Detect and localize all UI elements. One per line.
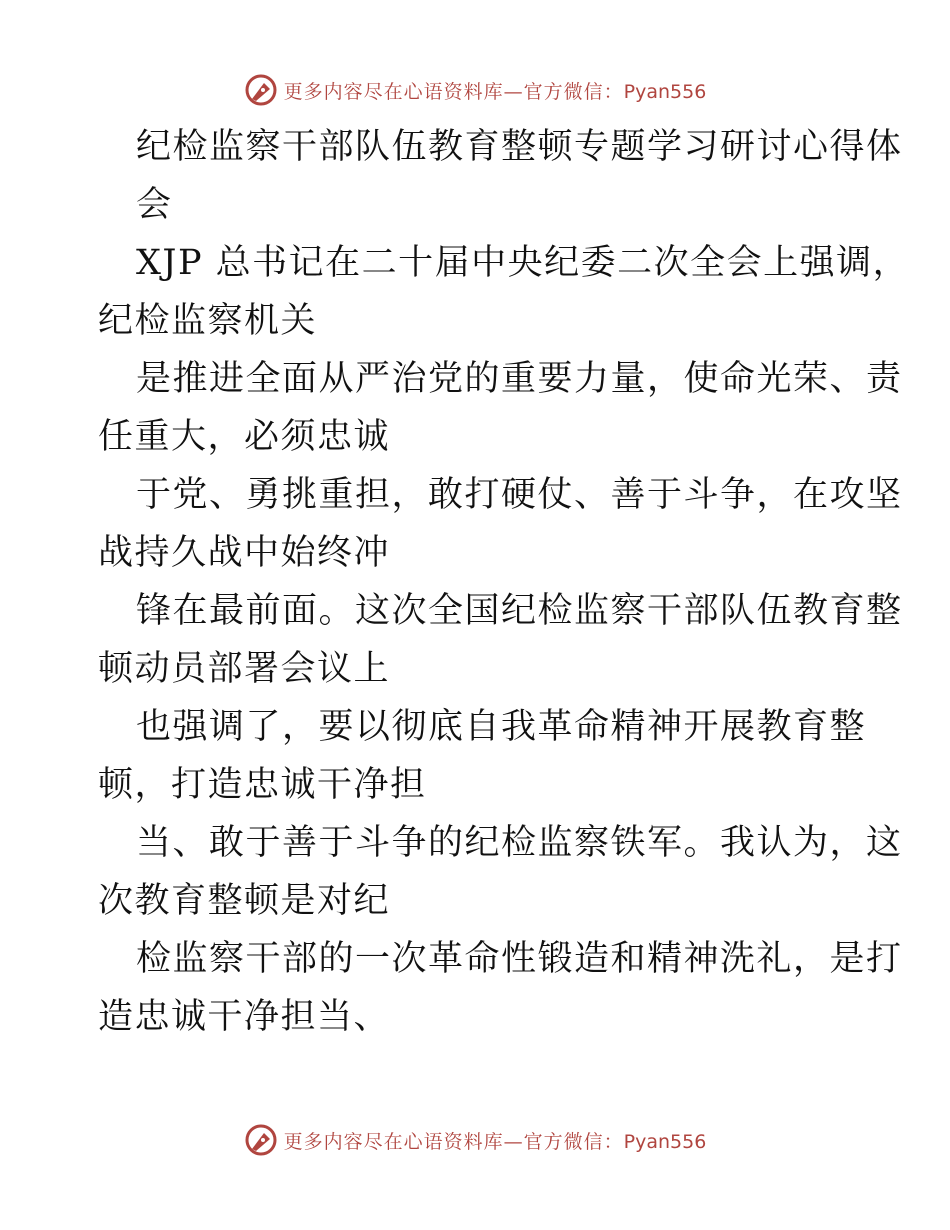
paragraph-line: 战持久战中始终冲 — [98, 533, 391, 573]
paragraph-line: XJP 总书记在二十届中央纪委二次全会上强调， — [136, 243, 910, 283]
paragraph-line: 纪检监察机关 — [98, 301, 318, 341]
pen-nib-logo-icon — [244, 73, 278, 107]
paragraph-line: 造忠诚干净担当、 — [98, 997, 391, 1037]
paragraph-line: 检监察干部的一次革命性锻造和精神洗礼，是打 — [136, 939, 903, 979]
paragraph-line: 是推进全面从严治党的重要力量，使命光荣、责 — [136, 359, 903, 399]
header-banner — [0, 70, 950, 110]
footer-wechat-id: Pyan556 — [623, 1130, 707, 1153]
paragraph-line: 次教育整顿是对纪 — [98, 881, 391, 921]
paragraph-line: 任重大，必须忠诚 — [98, 417, 391, 457]
paragraph-line: 顿动员部署会议上 — [98, 649, 391, 689]
title-line-2: 会 — [136, 185, 173, 225]
paragraph-line: 当、敢于善于斗争的纪检监察铁军。我认为，这 — [136, 823, 903, 863]
title-line-1: 纪检监察干部队伍教育整顿专题学习研讨心得体 — [136, 127, 903, 167]
footer-text: 更多内容尽在心语资料库—官方微信：Pyan556 — [283, 1130, 707, 1153]
paragraph-line: 锋在最前面。这次全国纪检监察干部队伍教育整 — [136, 591, 903, 631]
footer-banner — [0, 1120, 950, 1160]
header-wechat-id: Pyan556 — [623, 80, 707, 103]
header-text: 更多内容尽在心语资料库—官方微信：Pyan556 — [283, 80, 707, 103]
document-body — [98, 118, 910, 1046]
paragraph-line: 顿，打造忠诚干净担 — [98, 765, 427, 805]
pen-nib-logo-icon — [244, 1123, 278, 1157]
paragraph-line: 于党、勇挑重担，敢打硬仗、善于斗争，在攻坚 — [136, 475, 903, 515]
paragraph-line: 也强调了，要以彻底自我革命精神开展教育整 — [136, 707, 867, 747]
